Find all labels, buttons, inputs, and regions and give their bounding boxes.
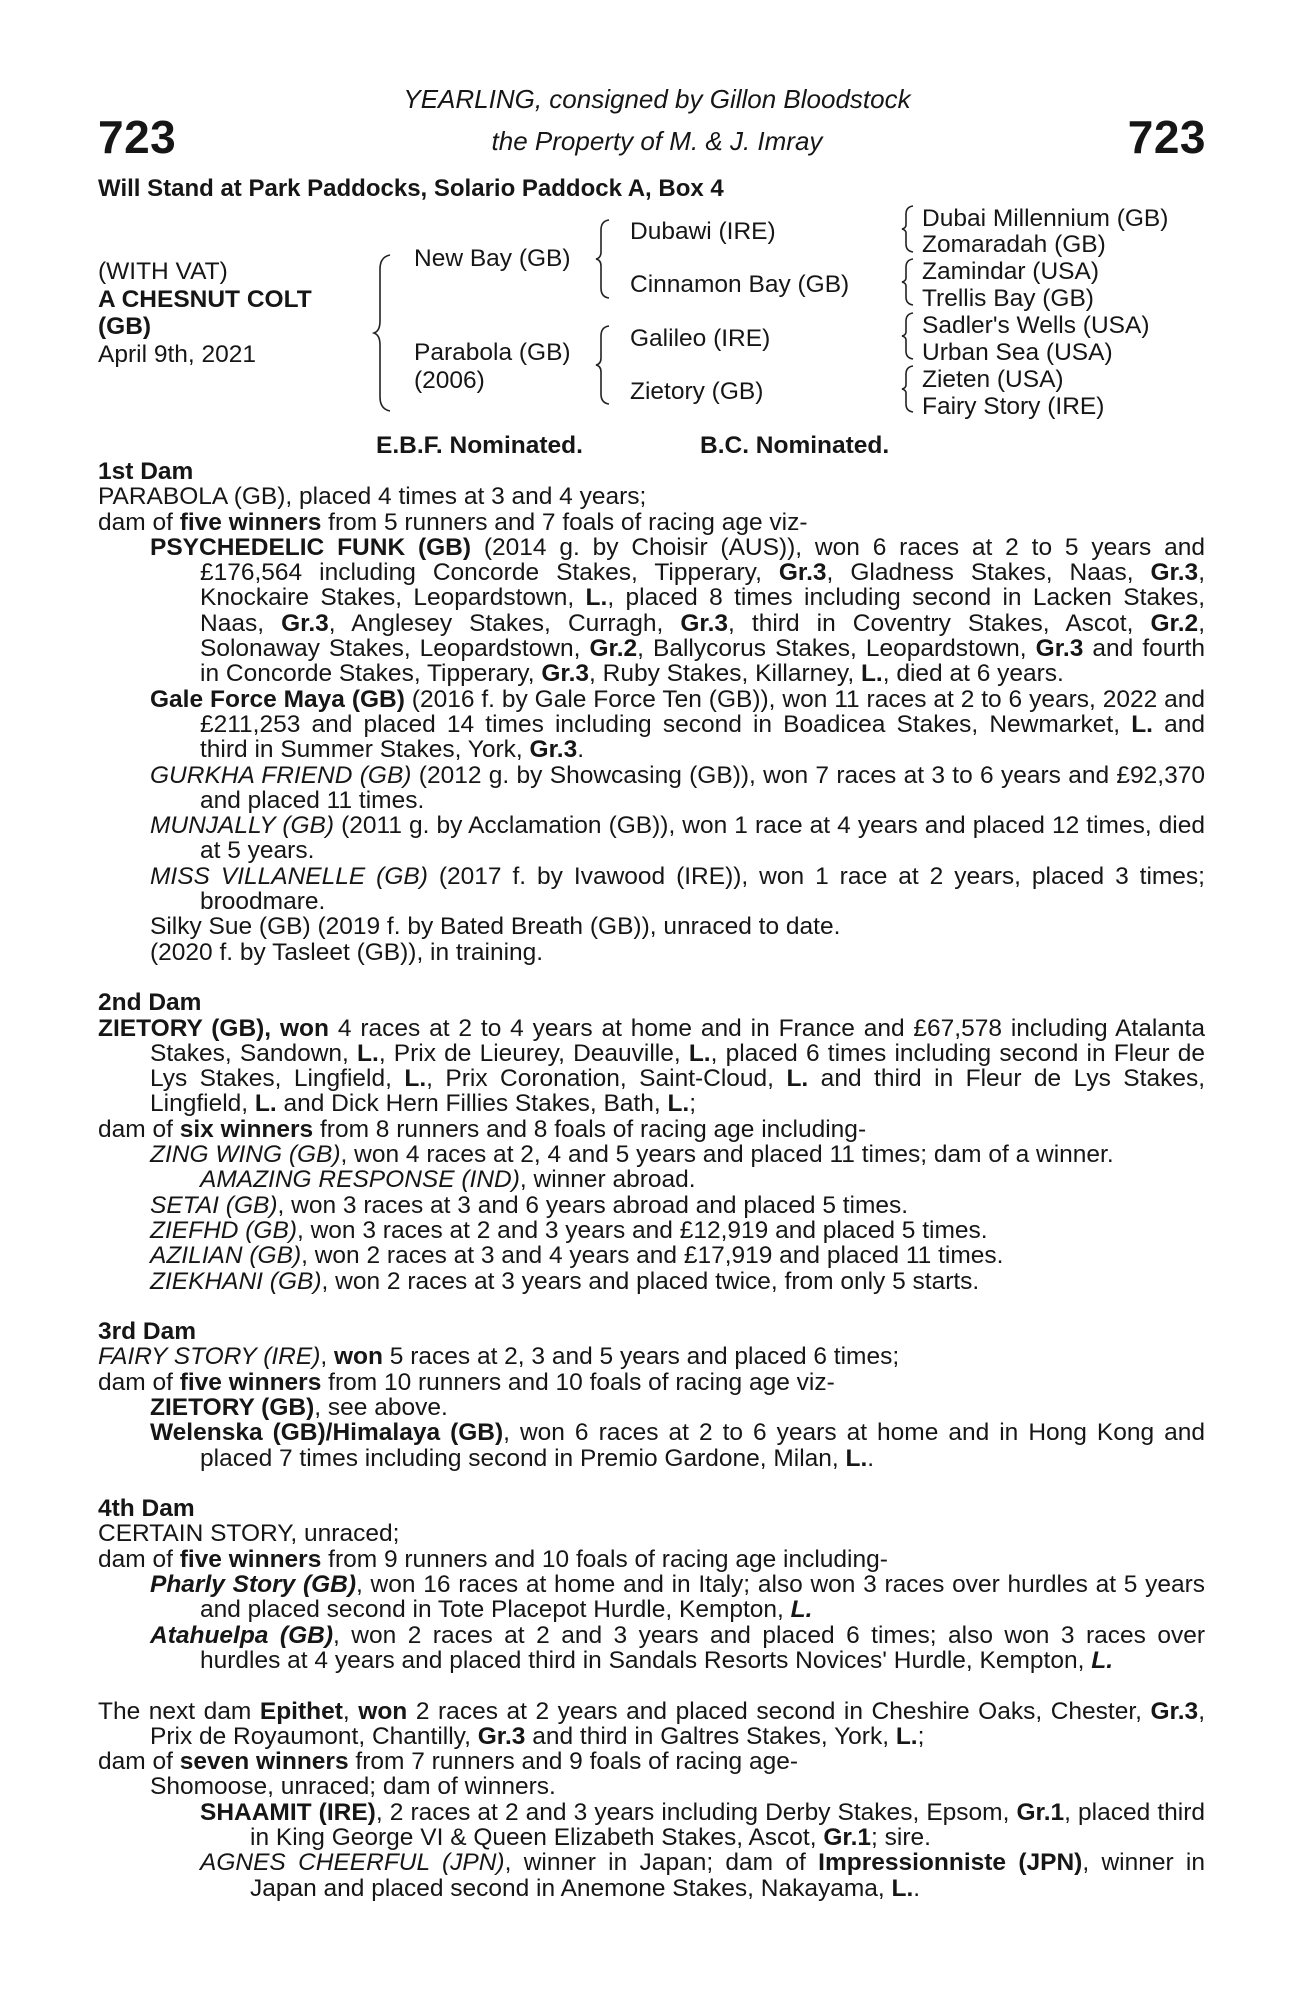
produce-psychedelic-funk: PSYCHEDELIC FUNK (GB) (2014 g. by Choisir (AUS)), won 6 races at 2 to 5 years and £176,564 including Concorde Stakes, Tipperary, Gr.3, Gladness Stakes, Naas, Gr.3, Knockaire Stakes, Leopardstown, L., placed 8 times including second in Lacken Stakes, Naas, Gr.3, Anglesey Stakes, Curragh, Gr.3, third in Coventry Stakes, Ascot, Gr.2, Solonaway Stakes, Leopardstown, Gr.2, Ballycorus Stakes, Leopardstown, Gr.3 and fourth in Concorde Stakes, Tipperary, Gr.3, Ruby Stakes, Killarney, L., died at 6 years.	[150, 533, 1206, 688]
produce-gale-force-maya: Gale Force Maya (GB) (2016 f. by Gale Force Ten (GB)), won 11 races at 2 to 6 years, 2022 and £211,253 and placed 14 times including second in Boadicea Stakes, Newmarket, L. and third in Summer Stakes, York, Gr.3.	[150, 685, 1205, 764]
produce-2020: (2020 f. by Tasleet (GB)), in training.	[150, 938, 544, 966]
fourth-dam-heading: 4th Dam	[98, 1495, 195, 1523]
second-dam-line: ZIETORY (GB), won 4 races at 2 to 4 years at home and in France and £67,578 including Atalanta Stakes, Sandown, L., Prix de Lieurey, Deauville, L., placed 6 times including second in Fleur de Lys Stakes, Lingfield, L., Prix Coronation, Saint-Cloud, L. and third in Fleur de Lys Stakes, Lingfield, L. and Dick Hern Fillies Stakes, Bath, L.;	[98, 1014, 1206, 1118]
second-dam-produce-line: dam of six winners from 8 runners and 8 foals of racing age including-	[98, 1115, 867, 1143]
ebf-nomination: E.B.F. Nominated.	[376, 432, 583, 459]
produce-setai: SETAI (GB), won 3 races at 3 and 6 years abroad and placed 5 times.	[150, 1191, 909, 1219]
produce-zietory: ZIETORY (GB), see above.	[150, 1393, 448, 1421]
third-dam-produce-line: dam of five winners from 10 runners and 10 foals of racing age viz-	[98, 1368, 835, 1396]
produce-welenska: Welenska (GB)/Himalaya (GB), won 6 races at 2 to 6 years at home and in Hong Kong and placed 7 times including second in Premio Gardone, Milan, L..	[150, 1419, 1206, 1472]
produce-ziefhd: ZIEFHD (GB), won 3 races at 2 and 3 years and £12,919 and placed 5 times.	[150, 1216, 988, 1244]
pedigree-brace	[372, 253, 394, 413]
produce-gurkha-friend: GURKHA FRIEND (GB) (2012 g. by Showcasing (GB)), won 7 races at 3 to 6 years and £92,370 and placed 11 times.	[150, 761, 1205, 814]
next-dam-produce-line: dam of seven winners from 7 runners and 9 foals of racing age-	[98, 1748, 798, 1776]
produce-agnes-cheerful: AGNES CHEERFUL (JPN), winner in Japan; dam of Impressionniste (JPN), winner in Japan and placed second in Anemone Stakes, Nakayama, L..	[200, 1849, 1205, 1902]
dam: Parabola (GB)	[414, 339, 571, 366]
lot-number-right: 723	[1127, 111, 1206, 163]
vat-note: (WITH VAT)	[98, 258, 228, 285]
horse-country: (GB)	[98, 313, 152, 340]
ggp-brace-2	[900, 257, 916, 307]
produce-amazing-response: AMAZING RESPONSE (IND), winner abroad.	[200, 1166, 696, 1194]
sire-sire: Dubawi (IRE)	[630, 218, 776, 245]
ggp-1: Dubai Millennium (GB)	[922, 205, 1169, 232]
ggp-3: Zamindar (USA)	[922, 258, 1099, 285]
third-dam-line: FAIRY STORY (IRE), won 5 races at 2, 3 and 5 years and placed 6 times;	[98, 1343, 900, 1371]
sire-brace	[594, 218, 612, 300]
horse-info	[98, 258, 312, 368]
ggp-5: Sadler's Wells (USA)	[922, 312, 1150, 339]
dam-dam: Zietory (GB)	[630, 378, 764, 405]
sire: New Bay (GB)	[414, 245, 571, 272]
dam-year: (2006)	[414, 367, 485, 394]
dam-line: PARABOLA (GB), placed 4 times at 3 and 4 years;	[98, 483, 647, 511]
produce-pharly-story: Pharly Story (GB), won 16 races at home and in Italy; also won 3 races over hurdles at 5 years and placed second in Tote Placepot Hurdle, Kempton, L.	[150, 1571, 1205, 1624]
dam-brace	[594, 324, 612, 406]
foaling-date: April 9th, 2021	[98, 340, 256, 368]
consignor-line: YEARLING, consigned by Gillon Bloodstock	[403, 84, 911, 114]
ggp-brace-1	[900, 204, 916, 254]
produce-azilian: AZILIAN (GB), won 2 races at 3 and 4 years and £17,919 and placed 11 times.	[150, 1242, 1004, 1270]
ggp-8: Fairy Story (IRE)	[922, 393, 1105, 420]
second-dam-heading: 2nd Dam	[98, 989, 202, 1017]
third-dam-heading: 3rd Dam	[98, 1318, 197, 1346]
ggp-brace-3	[900, 311, 916, 361]
next-dam-line: The next dam Epithet, won 2 races at 2 years and placed second in Cheshire Oaks, Chester, Gr.3, Prix de Royaumont, Chantilly, Gr.3 and third in Galtres Stakes, York, L.;	[98, 1697, 1205, 1750]
fourth-dam-line: CERTAIN STORY, unraced;	[98, 1520, 400, 1548]
ggp-brace-4	[900, 364, 916, 414]
sire-dam: Cinnamon Bay (GB)	[630, 271, 850, 298]
ggp-2: Zomaradah (GB)	[922, 231, 1106, 258]
bc-nomination: B.C. Nominated.	[700, 432, 890, 459]
ggp-7: Zieten (USA)	[922, 366, 1064, 393]
produce-miss-villanelle: MISS VILLANELLE (GB) (2017 f. by Ivawood (IRE)), won 1 race at 2 years, placed 3 times; broodmare.	[150, 862, 1205, 916]
ggp-4: Trellis Bay (GB)	[922, 285, 1094, 312]
produce-silky-sue: Silky Sue (GB) (2019 f. by Bated Breath (GB)), unraced to date.	[150, 913, 841, 941]
produce-zing-wing: ZING WING (GB), won 4 races at 2, 4 and 5 years and placed 11 times; dam of a winner.	[150, 1141, 1114, 1169]
produce-shomoose: Shomoose, unraced; dam of winners.	[150, 1773, 556, 1801]
first-dam-heading: 1st Dam	[98, 458, 194, 485]
ggp-6: Urban Sea (USA)	[922, 339, 1113, 366]
catalogue-body	[98, 459, 1205, 1901]
dam-sire: Galileo (IRE)	[630, 325, 771, 352]
stand-location: Will Stand at Park Paddocks, Solario Paddock A, Box 4	[98, 175, 724, 202]
fourth-dam-produce-line: dam of five winners from 9 runners and 10 foals of racing age including-	[98, 1545, 888, 1573]
dam-produce-line: dam of five winners from 5 runners and 7 foals of racing age viz-	[98, 508, 808, 536]
produce-atahuelpa: Atahuelpa (GB), won 2 races at 2 and 3 years and placed 6 times; also won 3 races over hurdles at 4 years and placed third in Sandals Resorts Novices' Hurdle, Kempton, L.	[150, 1621, 1205, 1674]
produce-ziekhani: ZIEKHANI (GB), won 2 races at 3 years and placed twice, from only 5 starts.	[150, 1267, 980, 1295]
horse-name: A CHESNUT COLT	[98, 285, 312, 313]
produce-shaamit: SHAAMIT (IRE), 2 races at 2 and 3 years including Derby Stakes, Epsom, Gr.1, placed third in King George VI & Queen Elizabeth Stakes, Ascot, Gr.1; sire.	[200, 1798, 1205, 1852]
lot-number-left: 723	[98, 111, 177, 163]
property-line: the Property of M. & J. Imray	[491, 126, 823, 156]
produce-munjally: MUNJALLY (GB) (2011 g. by Acclamation (GB)), won 1 race at 4 years and placed 12 times, died at 5 years.	[150, 812, 1205, 865]
